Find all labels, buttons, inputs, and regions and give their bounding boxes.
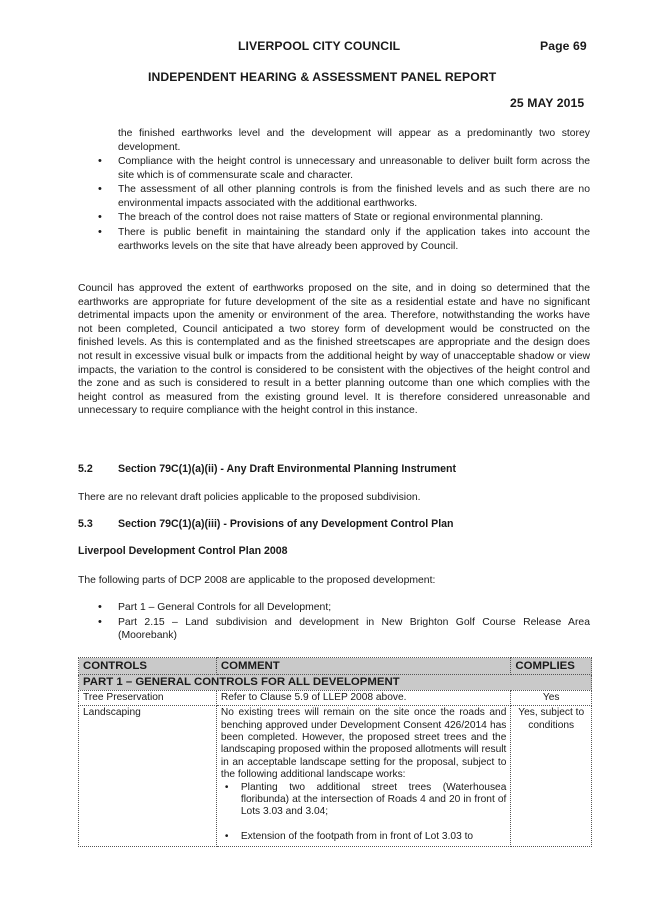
column-header-controls: CONTROLS <box>79 658 217 675</box>
dcp-part-item: • Part 2.15 – Land subdivision and development in New Brighton Golf Course Release Area (Moorebank) <box>98 616 590 643</box>
dcp-part-item: • Part 1 – General Controls for all Development; <box>98 601 590 615</box>
dcp-heading: Liverpool Development Control Plan 2008 <box>78 545 288 557</box>
table-header-row <box>79 658 592 675</box>
bullet-item: • The assessment of all other planning controls is from the finished levels and as such there are no environmental impacts associated with the additional earthworks. <box>98 183 590 210</box>
bullet-list-top <box>98 155 590 254</box>
council-paragraph: Council has approved the extent of earthworks proposed on the site, and in doing so determined that the earthworks are appropriate for future development of the site as a residential estate and have no significant detrimental impacts upon the amenity or environment of the area. Therefore, notwithstanding the works have not been completed, Council anticipated a two storey form of development would be constructed on the finished levels. As this is contemplated and as the finished streetscapes are appropriate and the design does not result in excessive visual bulk or impacts from the additional height by way of unacceptable shadow or view impacts, the variation to the control is considered to be consistent with the objectives of the height control and the zone and as such is considered to result in a better planning outcome than one which complies with the height control as measured from the existing ground level. It is therefore considered unreasonable and unnecessary to require compliance with the height control in this instance. <box>78 283 590 417</box>
column-header-complies: COMPLIES <box>511 658 592 675</box>
control-cell: Tree Preservation <box>79 690 217 705</box>
section-5-2-text: There are no relevant draft policies applicable to the proposed subdivision. <box>78 492 421 503</box>
report-date: 25 MAY 2015 <box>510 96 585 110</box>
bullet-item: • Compliance with the height control is unnecessary and unreasonable to deliver built form across the site which is of commensurate scale and character. <box>98 155 590 182</box>
controls-table <box>78 657 592 847</box>
page-number: Page 69 <box>540 39 587 53</box>
section-5-2-heading <box>78 463 456 475</box>
section-number: 5.3 <box>78 518 93 530</box>
complies-cell: Yes, subject to conditions <box>511 706 592 847</box>
comment-bullet: • Planting two additional street trees (Waterhousea floribunda) at the intersection of Roads 4 and 20 in front of Lots 3.03 and 3.04; <box>241 782 506 819</box>
comment-bullet: • Extension of the footpath from in front of Lot 3.03 to <box>241 831 506 843</box>
bullet-item: • The breach of the control does not raise matters of State or regional environmental planning. <box>98 211 590 225</box>
dcp-parts-list <box>98 601 590 644</box>
section-5-3-heading <box>78 518 454 530</box>
comment-bullet-list <box>221 782 506 844</box>
comment-cell <box>216 706 510 847</box>
report-title: INDEPENDENT HEARING & ASSESSMENT PANEL REPORT <box>148 70 497 84</box>
section-title: Section 79C(1)(a)(ii) - Any Draft Environmental Planning Instrument <box>118 463 457 475</box>
bullet-item: • There is public benefit in maintaining the standard only if the application takes into account the earthworks levels on the site that have already been approved by Council. <box>98 226 590 253</box>
comment-text: No existing trees will remain on the site once the roads and benching approved under Development Consent 426/2014 has been completed. However, the proposed street trees and the landscaping proposed within the proposed allotments will result in an acceptable landscape setting for the proposal, subject to the following additional landscape works: <box>220 707 507 781</box>
part-title: PART 1 – GENERAL CONTROLS FOR ALL DEVELOPMENT <box>79 675 592 690</box>
section-title: Section 79C(1)(a)(iii) - Provisions of any Development Control Plan <box>118 518 454 530</box>
table-part-row <box>79 675 592 690</box>
complies-cell: Yes <box>511 690 592 705</box>
dcp-intro: The following parts of DCP 2008 are applicable to the proposed development: <box>78 575 436 586</box>
section-number: 5.2 <box>78 463 93 475</box>
organisation-name: LIVERPOOL CITY COUNCIL <box>238 39 401 53</box>
column-header-comment: COMMENT <box>216 658 510 675</box>
control-cell: Landscaping <box>79 706 217 847</box>
continued-text: the finished earthworks level and the development will appear as a predominantly two storey development. <box>118 128 590 153</box>
comment-cell: Refer to Clause 5.9 of LLEP 2008 above. <box>216 690 510 705</box>
table-row <box>79 690 592 705</box>
table-row <box>79 706 592 847</box>
